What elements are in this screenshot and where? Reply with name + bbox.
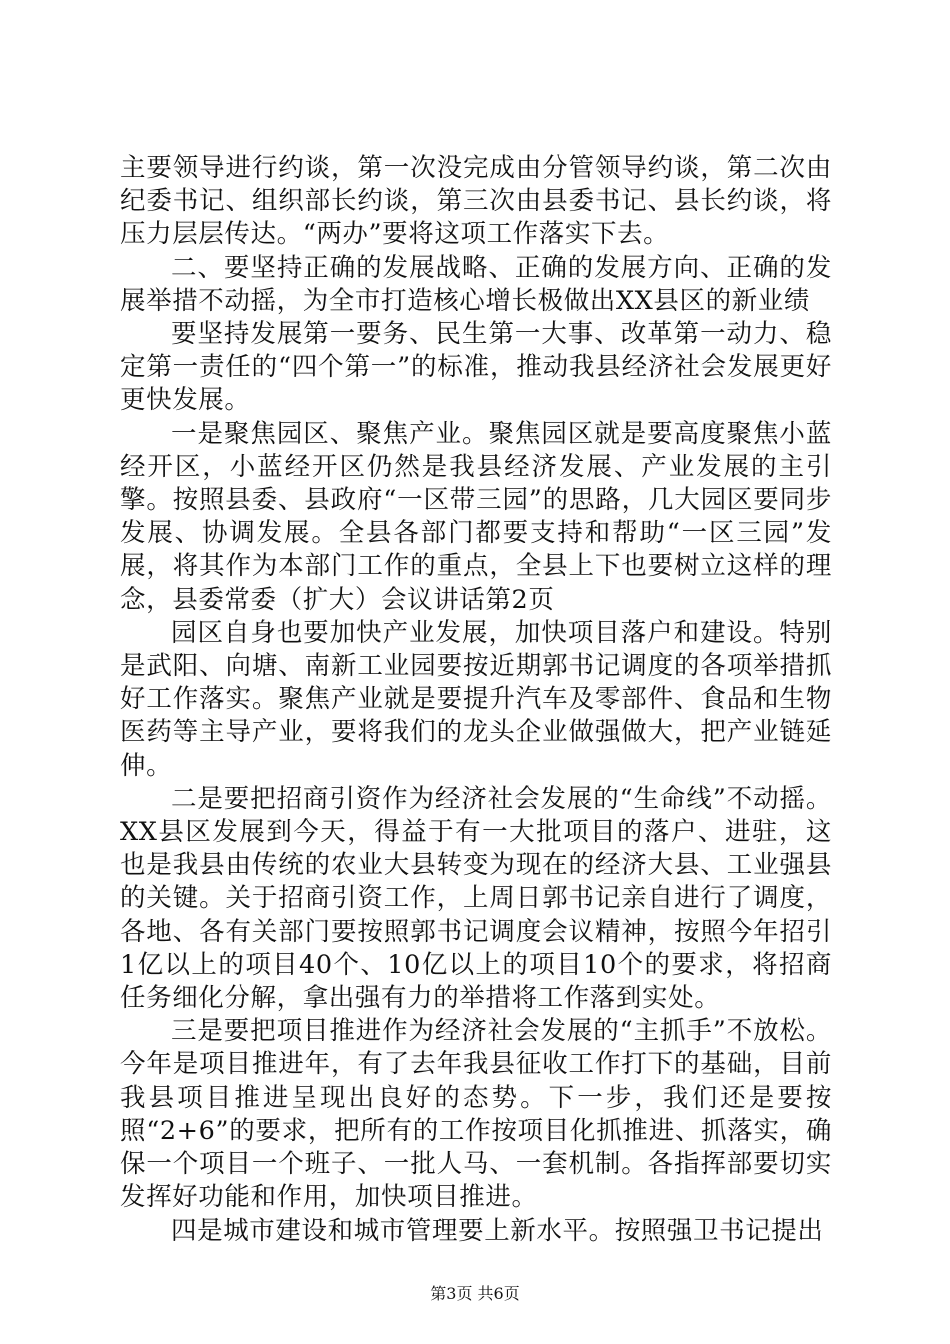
document-body bbox=[120, 152, 832, 1248]
section-heading: 二、要坚持正确的发展战略、正确的发展方向、正确的发展举措不动摇，为全市打造核心增长极做出XX县区的新业绩 bbox=[120, 252, 832, 316]
paragraph: 三是要把项目推进作为经济社会发展的“主抓手”不放松。今年是项目推进年，有了去年我县征收工作打下的基础，目前我县项目推进呈现出良好的态势。下一步，我们还是要按照“2+6”的要求，把所有的工作按项目化抓推进、抓落实，确保一个项目一个班子、一批人马、一套机制。各指挥部要切实发挥好功能和作用，加快项目推进。 bbox=[120, 1016, 832, 1213]
paragraph: 二是要把招商引资作为经济社会发展的“生命线”不动摇。XX县区发展到今天，得益于有一大批项目的落户、进驻，这也是我县由传统的农业大县转变为现在的经济大县、工业强县的关键。关于招商引资工作，上周日郭书记亲自进行了调度，各地、各有关部门要按照郭书记调度会议精神，按照今年招引1亿以上的项目40个、10亿以上的项目10个的要求，将招商任务细化分解，拿出强有力的举措将工作落到实处。 bbox=[120, 783, 832, 1014]
paragraph: 主要领导进行约谈，第一次没完成由分管领导约谈，第二次由纪委书记、组织部长约谈，第三次由县委书记、县长约谈，将压力层层传达。“两办”要将这项工作落实下去。 bbox=[120, 153, 832, 250]
paragraph: 园区自身也要加快产业发展，加快项目落户和建设。特别是武阳、向塘、南新工业园要按近期郭书记调度的各项举措抓好工作落实。聚焦产业就是要提升汽车及零部件、食品和生物医药等主导产业，要将我们的龙头企业做强做大，把产业链延伸。 bbox=[120, 617, 832, 781]
page-number-footer: 第3页 共6页 bbox=[430, 1284, 520, 1303]
paragraph: 四是城市建设和城市管理要上新水平。按照强卫书记提出 bbox=[171, 1215, 824, 1246]
paragraph: 一是聚焦园区、聚焦产业。聚焦园区就是要高度聚焦小蓝经开区，小蓝经开区仍然是我县经济发展、产业发展的主引擎。按照县委、县政府“一区带三园”的思路，几大园区要同步发展、协调发展。全县各部门都要支持和帮助“一区三园”发展，将其作为本部门工作的重点，全县上下也要树立这样的理念，县委常委（扩大）会议讲话第2页 bbox=[120, 418, 832, 615]
paragraph: 要坚持发展第一要务、民生第一大事、改革第一动力、稳定第一责任的“四个第一”的标准，推动我县经济社会发展更好更快发展。 bbox=[120, 319, 832, 416]
